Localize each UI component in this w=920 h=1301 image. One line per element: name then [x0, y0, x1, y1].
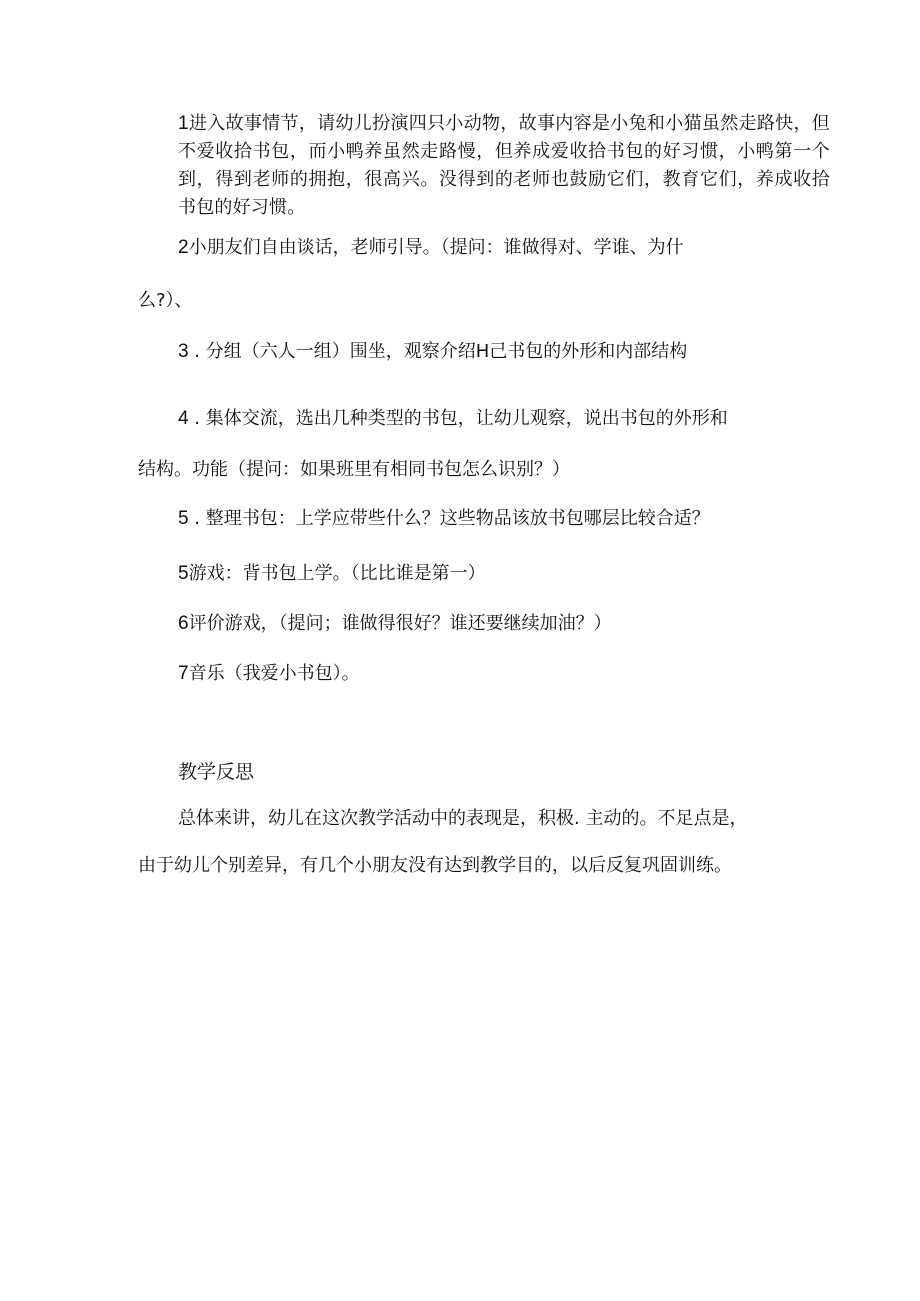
step-4-line-2: 结构。功能（提问：如果班里有相同书包怎么识别？） — [138, 459, 570, 480]
step-1-text: 进入故事情节，请幼儿扮演四只小动物，故事内容是小兔和小猫虽然走路快，但不爱收拾书包，而小鸭养虽然走路慢，但养成爱收拾书包的好习惯，小鸭第一个到，得到老师的拥抱，很高兴。没得到的老师也鼓励它们，教育它们，养成收拾书包的好习惯。 — [178, 113, 830, 218]
step-3-paragraph — [138, 338, 838, 366]
step-4-line-1 — [138, 405, 838, 433]
reflection-heading: 教学反思 — [178, 761, 255, 783]
step-5-paragraph — [138, 505, 838, 533]
step-3-number: 3 — [178, 341, 189, 362]
step-1-paragraph — [138, 110, 830, 222]
step-6-paragraph — [138, 560, 838, 588]
step-2-line-2: 么?）、 — [138, 290, 193, 311]
step-4-text-1: . 集体交流，选出几种类型的书包，让幼儿观察，说出书包的外形和 — [188, 408, 728, 429]
step-6-number: 5 — [178, 563, 189, 584]
step-2-text-1: 小朋友们自由谈话，老师引导。（提问：谁做得对、学谁、为什 — [188, 237, 684, 258]
reflection-line-2: 由于幼儿个别差异，有几个小朋友没有达到教学目的，以后反复巩固训练。 — [138, 855, 732, 876]
step-5-text: . 整理书包：上学应带些什么？这些物品该放书包哪层比较合适？ — [188, 508, 710, 529]
step-7-number: 6 — [178, 613, 189, 634]
step-4-number: 4 — [178, 408, 189, 429]
step-8-number: 7 — [178, 663, 189, 684]
step-5-number: 5 — [178, 508, 189, 529]
step-2-line-1 — [138, 234, 838, 262]
step-8-paragraph — [138, 660, 838, 688]
step-3-text: . 分组（六人一组）围坐，观察介绍H己书包的外形和内部结构 — [188, 341, 688, 362]
step-8-text: 音乐（我爱小书包）。 — [188, 663, 360, 684]
reflection-line-1: 总体来讲，幼儿在这次教学活动中的表现是，积极. 主动的。不足点是， — [178, 808, 748, 829]
step-1-number: 1 — [178, 113, 189, 134]
step-7-paragraph — [138, 610, 838, 638]
step-6-text: 游戏：背书包上学。（比比谁是第一） — [188, 563, 486, 584]
step-2-number: 2 — [178, 237, 189, 258]
step-7-text: 评价游戏，（提问；谁做得很好？谁还要继续加油？） — [188, 613, 612, 634]
